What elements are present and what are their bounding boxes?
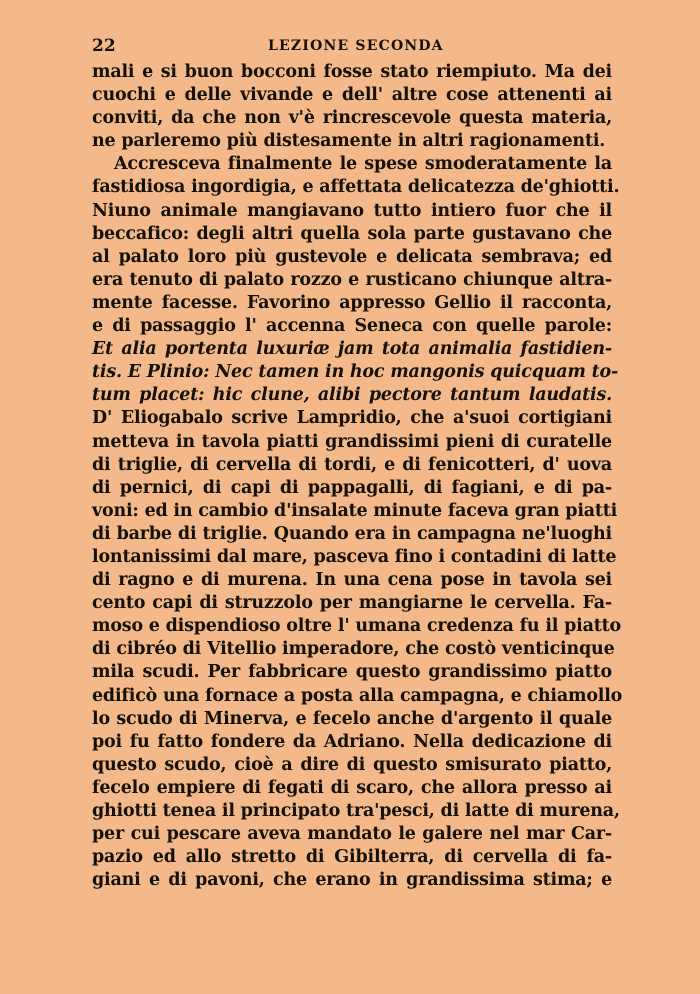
text-line: conviti, da che non v'è rincrescevole questa materia,	[92, 108, 612, 129]
text-line: di triglie, di cervella di tordi, e di fenicotteri, d' uova	[92, 454, 612, 475]
text-line: di ragno e di murena. In una cena pose in tavola sei	[92, 570, 612, 591]
text-line: metteva in tavola piatti grandissimi pieni di curatelle	[92, 431, 612, 452]
text-line: ghiotti tenea il principato tra'pesci, di latte di murena,	[92, 801, 620, 821]
text-line: pazio ed allo stretto di Gibilterra, di cervella di fa-	[92, 847, 612, 868]
text-line: edificò una fornace a posta alla campagna, e chiamollo	[92, 685, 623, 706]
text-line: giani e di pavoni, che erano in grandissima stima; e	[92, 870, 612, 891]
text-line: di pernici, di capi di pappagalli, di fagiani, e di pa-	[92, 477, 612, 498]
text-line: fecelo empiere di fegati di scaro, che allora presso ai	[92, 777, 612, 798]
text-line: lontanissimi dal mare, pasceva fino i contadini di latte	[92, 546, 617, 567]
text-line: D' Eliogabalo scrive Lampridio, che a'suoi cortigiani	[92, 408, 612, 429]
text-line: lo scudo di Minerva, e fecelo anche d'argento il quale	[92, 708, 612, 729]
text-line: voni: ed in cambio d'insalate minute faceva gran piatti	[92, 500, 618, 521]
running-head: LEZIONE SECONDA	[268, 38, 444, 54]
text-line: e di passaggio l' accenna Seneca con quelle parole:	[92, 316, 612, 337]
text-line: era tenuto di palato rozzo e rusticano chiunque altra-	[92, 269, 612, 290]
text-line: di cibréo di Vitellio imperadore, che costò venticinque	[92, 639, 615, 660]
text-line: per cui pescare aveva mandato le galere nel mar Car-	[92, 824, 612, 845]
page-header	[92, 36, 612, 56]
text-line: questo scudo, cioè a dire di questo smisurato piatto,	[92, 754, 612, 775]
text-line: mente facesse. Favorino appresso Gellio il racconta,	[92, 292, 612, 313]
text-line: mali e si buon bocconi fosse stato riempiuto. Ma dei	[92, 62, 612, 82]
text-line: mila scudi. Per fabbricare questo grandissimo piatto	[92, 662, 612, 683]
text-line: tis. E Plinio: Nec tamen in hoc mangonis quicquam to-	[92, 362, 619, 383]
text-line: cuochi e delle vivande e dell' altre cose attenenti ai	[92, 85, 612, 106]
text-line: beccafico: degli altri quella sola parte gustavano che	[92, 223, 612, 244]
text-line: di barbe di triglie. Quando era in campagna ne'luoghi	[92, 523, 612, 544]
text-line: poi fu fatto fondere da Adriano. Nella dedicazione di	[92, 731, 612, 752]
text-line: Niuno animale mangiavano tutto intiero fuor che il	[92, 200, 612, 221]
text-line: fastidiosa ingordigia, e affettata delicatezza de'ghiotti.	[92, 177, 620, 198]
text-line: tum placet: hic clune, alibi pectore tantum laudatis.	[92, 385, 612, 406]
page-number: 22	[92, 36, 116, 56]
text-line: moso e dispendioso oltre l' umana credenza fu il piatto	[92, 616, 621, 637]
text-line: cento capi di struzzolo per mangiarne le cervella. Fa-	[92, 593, 612, 614]
body-text	[92, 61, 623, 892]
text-line: ne parleremo più distesamente in altri ragionamenti.	[92, 131, 606, 152]
text-line: Et alia portenta luxuriæ jam tota animalia fastidien-	[92, 339, 612, 360]
text-line: Accresceva finalmente le spese smoderatamente la	[114, 154, 612, 175]
text-line: al palato loro più gustevole e delicata sembrava; ed	[92, 246, 612, 267]
